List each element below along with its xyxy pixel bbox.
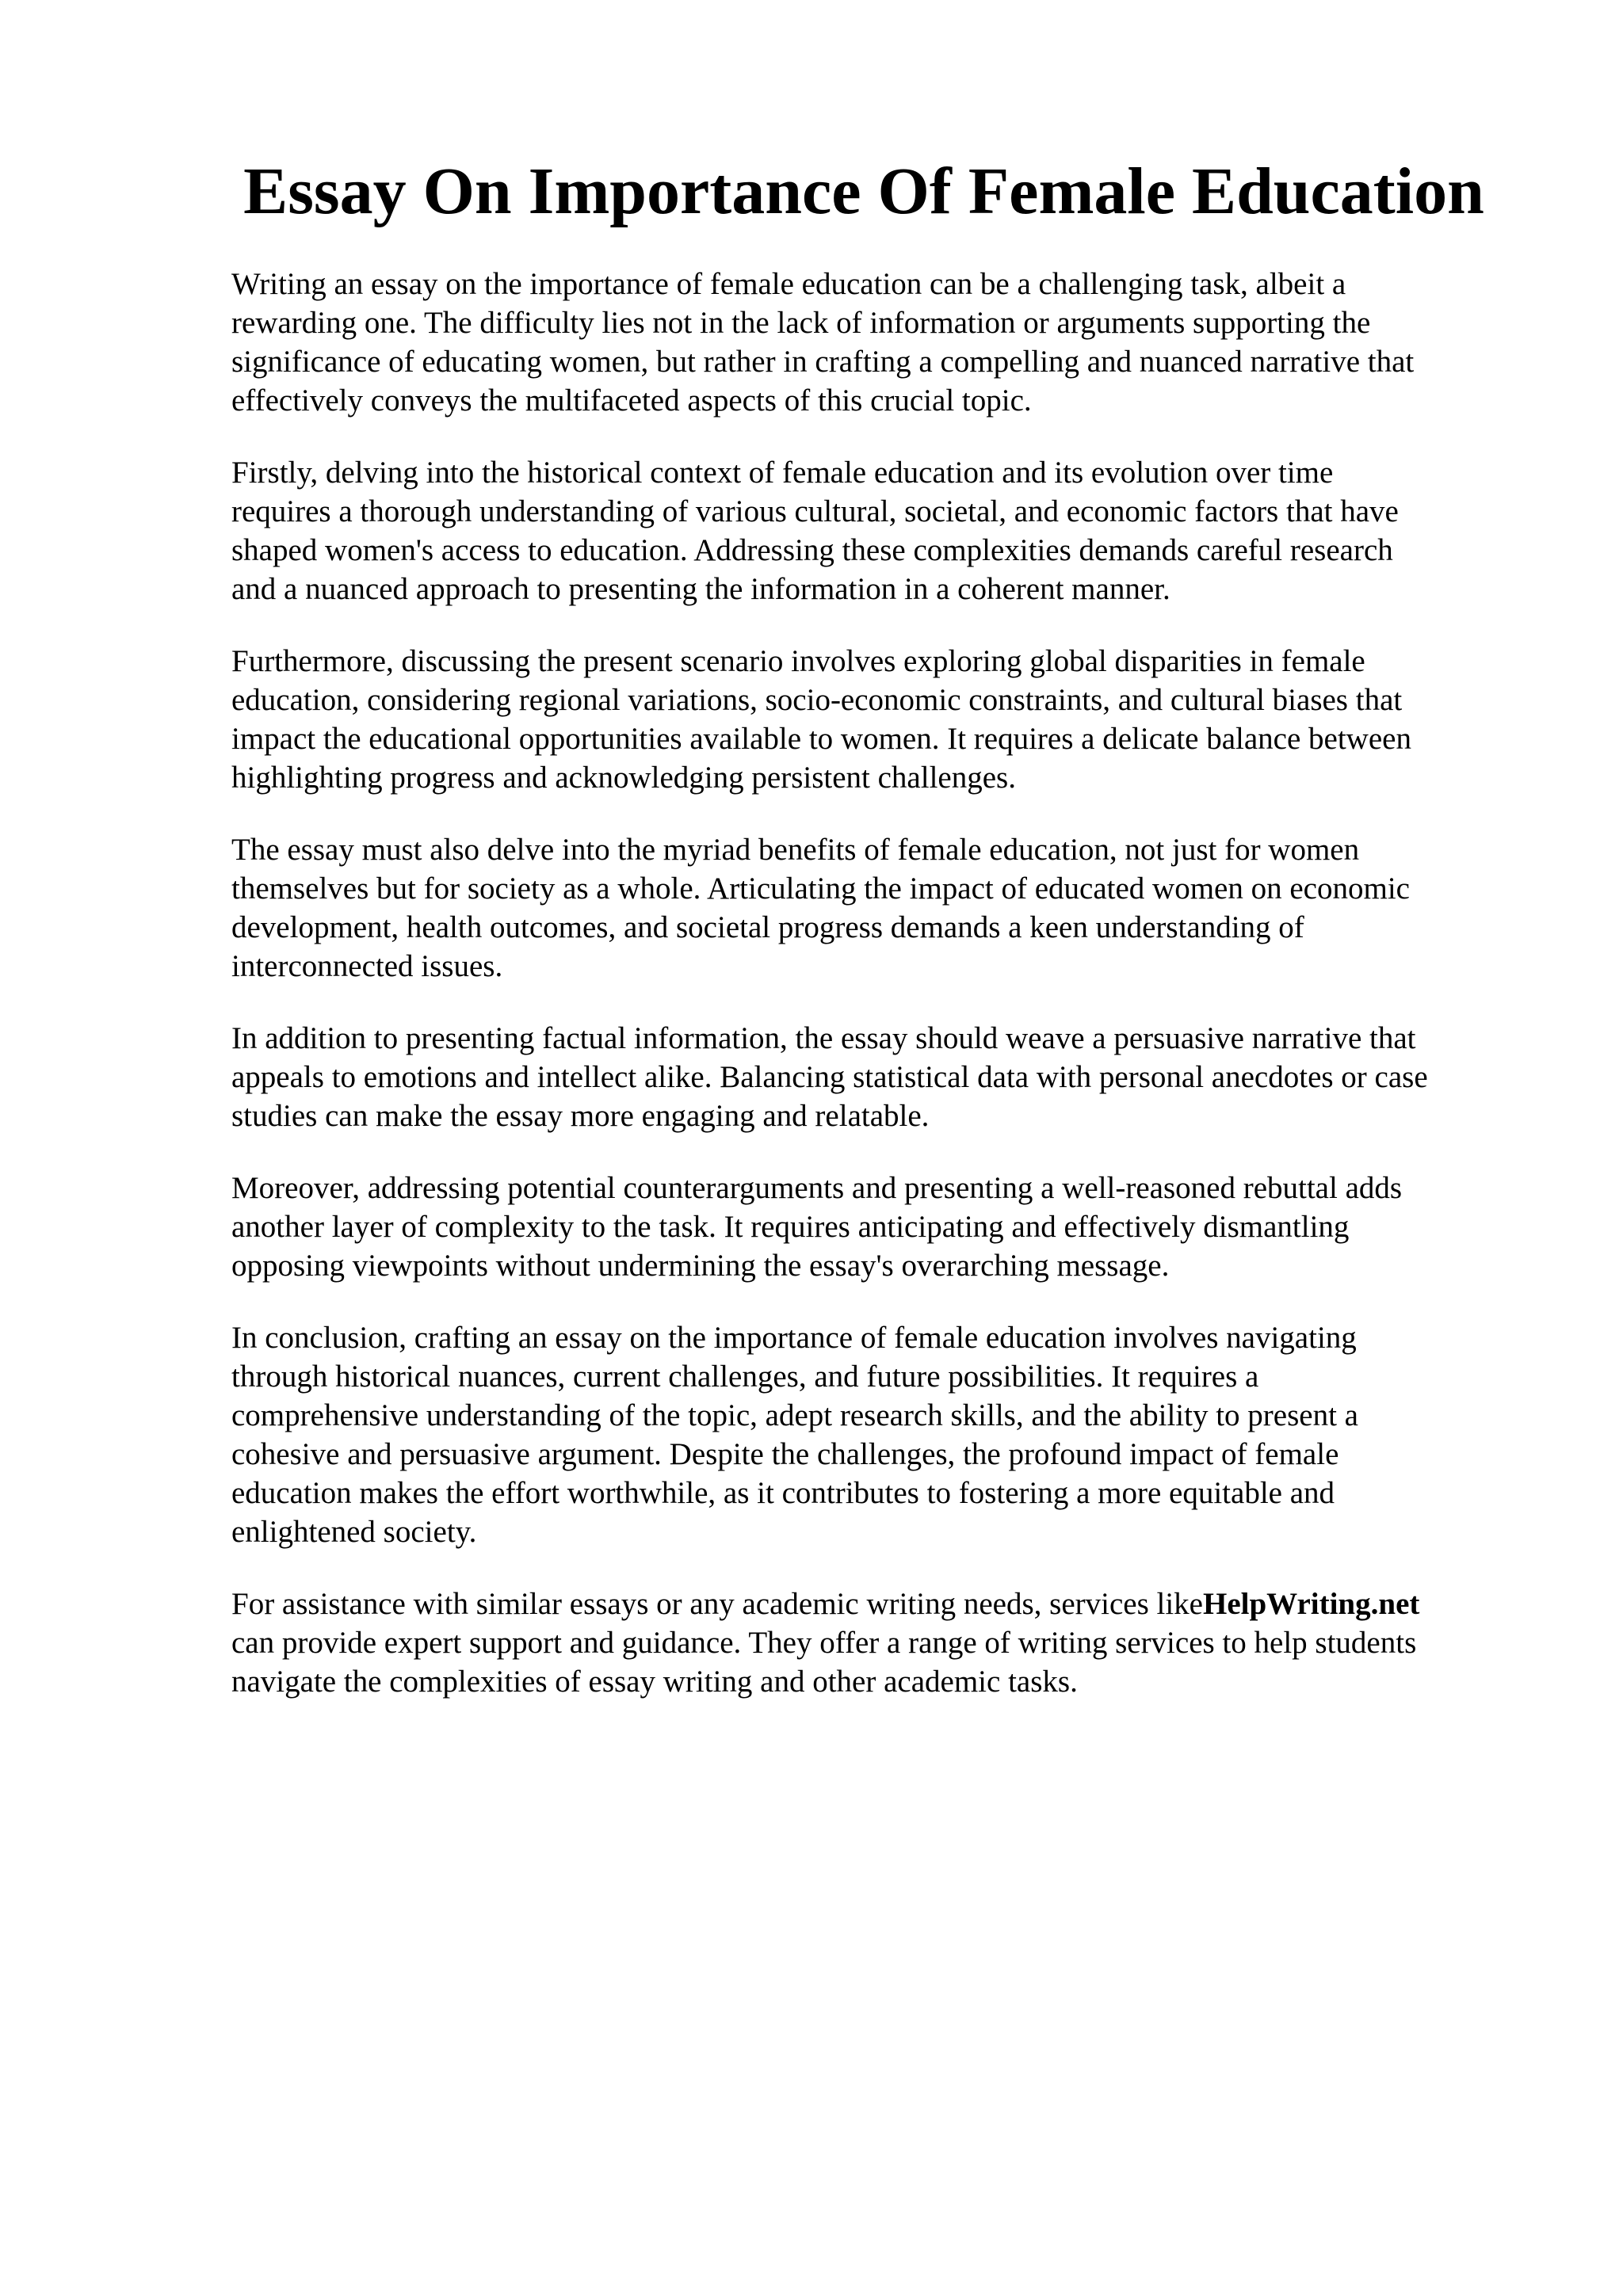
closing-paragraph (231, 1585, 1515, 1701)
paragraph-5 (231, 1019, 1515, 1135)
text-line: interconnected issues. (231, 949, 503, 983)
text-line: can provide expert support and guidance. They offer a range of writing services to help students (231, 1626, 1417, 1660)
text-line: another layer of complexity to the task. It requires anticipating and effectively dismantling (231, 1210, 1350, 1244)
closing-text: For assistance with similar essays or any academic writing needs, services like (231, 1587, 1203, 1621)
text-line: themselves but for society as a whole. Articulating the impact of educated women on economic (231, 871, 1410, 906)
paragraph-2 (231, 453, 1515, 608)
paragraph-7 (231, 1318, 1515, 1551)
essay-body (231, 265, 1515, 1734)
text-line: significance of educating women, but rather in crafting a compelling and nuanced narrative that (231, 345, 1415, 379)
paragraph-1 (231, 265, 1515, 420)
text-line: education makes the effort worthwhile, as it contributes to fostering a more equitable and (231, 1476, 1335, 1510)
text-line: Moreover, addressing potential counterarguments and presenting a well-reasoned rebuttal adds (231, 1171, 1403, 1205)
text-line: appeals to emotions and intellect alike. Balancing statistical data with personal anecdotes or case (231, 1060, 1428, 1094)
text-line: impact the educational opportunities available to women. It requires a delicate balance between (231, 722, 1411, 756)
text-line: through historical nuances, current challenges, and future possibilities. It requires a (231, 1360, 1259, 1394)
paragraph-6 (231, 1169, 1515, 1285)
text-line: enlightened society. (231, 1515, 477, 1549)
brand-link[interactable]: HelpWriting.net (1203, 1587, 1420, 1621)
text-line: Firstly, delving into the historical context of female education and its evolution over time (231, 456, 1334, 490)
text-line (231, 1585, 1515, 1623)
text-line: shaped women's access to education. Addressing these complexities demands careful research (231, 533, 1393, 567)
text-line: requires a thorough understanding of various cultural, societal, and economic factors that have (231, 494, 1399, 528)
text-line: effectively conveys the multifaceted aspects of this crucial topic. (231, 383, 1032, 418)
text-line: highlighting progress and acknowledging persistent challenges. (231, 761, 1016, 795)
text-line: Writing an essay on the importance of female education can be a challenging task, albeit a (231, 267, 1346, 301)
text-line: navigate the complexities of essay writing and other academic tasks. (231, 1665, 1078, 1699)
text-line: In addition to presenting factual information, the essay should weave a persuasive narrative that (231, 1021, 1416, 1055)
text-line: studies can make the essay more engaging and relatable. (231, 1099, 930, 1133)
text-line: Furthermore, discussing the present scenario involves exploring global disparities in female (231, 644, 1365, 678)
text-line: and a nuanced approach to presenting the information in a coherent manner. (231, 572, 1170, 606)
text-line: education, considering regional variations, socio-economic constraints, and cultural biases that (231, 683, 1403, 717)
text-line: development, health outcomes, and societal progress demands a keen understanding of (231, 910, 1304, 944)
page-title: Essay On Importance Of Female Education (243, 154, 1484, 228)
text-line: The essay must also delve into the myriad benefits of female education, not just for women (231, 833, 1360, 867)
text-line: cohesive and persuasive argument. Despite the challenges, the profound impact of female (231, 1437, 1339, 1471)
text-line: In conclusion, crafting an essay on the importance of female education involves navigating (231, 1321, 1357, 1355)
text-line: opposing viewpoints without undermining the essay's overarching message. (231, 1249, 1170, 1283)
text-line: comprehensive understanding of the topic, adept research skills, and the ability to present a (231, 1398, 1358, 1432)
text-line: rewarding one. The difficulty lies not in the lack of information or arguments supporting the (231, 306, 1371, 340)
paragraph-4 (231, 830, 1515, 986)
paragraph-3 (231, 642, 1515, 797)
